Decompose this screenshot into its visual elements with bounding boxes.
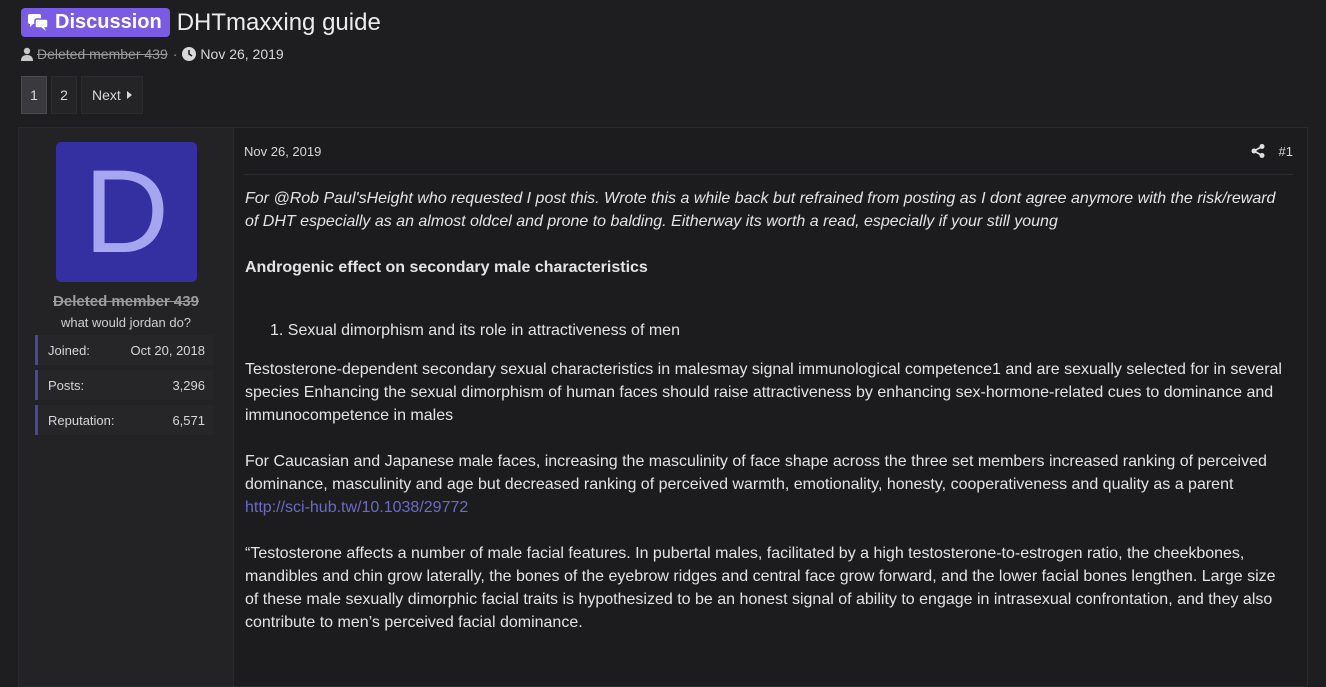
badge-label: Discussion (55, 11, 162, 33)
post-header (244, 128, 1293, 175)
avatar[interactable] (56, 142, 197, 282)
next-page-button[interactable] (81, 76, 143, 114)
stat-joined (35, 335, 213, 365)
stat-posts (35, 370, 213, 400)
stat-value: 6,571 (172, 412, 205, 428)
page-1-button[interactable]: 1 (21, 76, 47, 114)
user-sidebar (19, 128, 233, 686)
discussion-badge[interactable] (21, 8, 170, 37)
thread-author-link[interactable]: Deleted member 439 (37, 46, 168, 62)
post-paragraph-1: Testosterone-dependent secondary sexual characteristics in malesmay signal immunological competence1 and are sexually selected for in several species Enhancing the sexual dimorphism of human faces should raise attractiveness by enhancing sex-hormone-related cues to dominance and immunocompetence in males (245, 361, 1282, 424)
post-paragraph-2: For Caucasian and Japanese male faces, increasing the masculinity of face shape across the three set members increased ranking of perceived dominance, masculinity and age but decreased ranking of perceived warmth, emotionality, honesty, cooperativeness and quality as a parent (245, 453, 1267, 493)
user-icon (21, 47, 33, 61)
post-intro: For @Rob Paul'sHeight who requested I post this. Wrote this a while back but refrained from posting as I dont agree anymore with the risk/reward of DHT especially as an almost oldcel and prone to balding. Eitherway its worth a read, especially if your still young (245, 190, 1276, 230)
post-main (233, 128, 1307, 686)
post-date-link[interactable]: Nov 26, 2019 (244, 143, 322, 159)
post-container (18, 127, 1308, 687)
reference-link[interactable]: http://sci-hub.tw/10.1038/29772 (245, 499, 469, 516)
page-2-button[interactable]: 2 (51, 76, 77, 114)
user-title: what would jordan do? (60, 315, 192, 330)
stat-label: Posts: (48, 377, 85, 393)
thread-header (21, 8, 381, 37)
stat-label: Reputation: (48, 412, 115, 428)
next-label: Next (92, 87, 121, 103)
thread-meta (21, 46, 284, 62)
post-heading: Androgenic effect on secondary male characteristics (245, 259, 648, 276)
stat-label: Joined: (48, 342, 90, 358)
user-stats (35, 335, 213, 440)
comments-icon (27, 13, 49, 33)
meta-separator: · (172, 46, 178, 62)
post-number-link[interactable]: #1 (1278, 143, 1293, 159)
post-paragraph-3: “Testosterone affects a number of male facial features. In pubertal males, facilitated by a high testosterone-to-estrogen ratio, the cheekbones, mandibles and chin grow laterally, the bones of the eyebrow ridges and central face grow forward, and the lower facial bones lengthen. Large size of these male sexually dimorphic facial traits is hypothesized to be an honest signal of ability to engage in intrasexual confrontation, and they also contribute to men’s perceived facial dominance. (245, 545, 1276, 631)
list-item: 1. Sexual dimorphism and its role in attractiveness of men (270, 322, 680, 339)
stat-reputation (35, 405, 213, 435)
stat-value: Oct 20, 2018 (130, 342, 205, 358)
username-link[interactable]: Deleted member 439 (53, 293, 199, 310)
share-icon[interactable] (1251, 144, 1265, 158)
thread-date-link[interactable]: Nov 26, 2019 (200, 46, 284, 62)
pagination (21, 76, 143, 114)
page-title: DHTmaxxing guide (176, 8, 381, 36)
clock-icon (182, 47, 196, 61)
avatar-letter: D (83, 146, 170, 278)
stat-value[interactable]: 3,296 (172, 377, 205, 393)
post-body (245, 187, 1291, 634)
caret-right-icon (127, 91, 132, 99)
